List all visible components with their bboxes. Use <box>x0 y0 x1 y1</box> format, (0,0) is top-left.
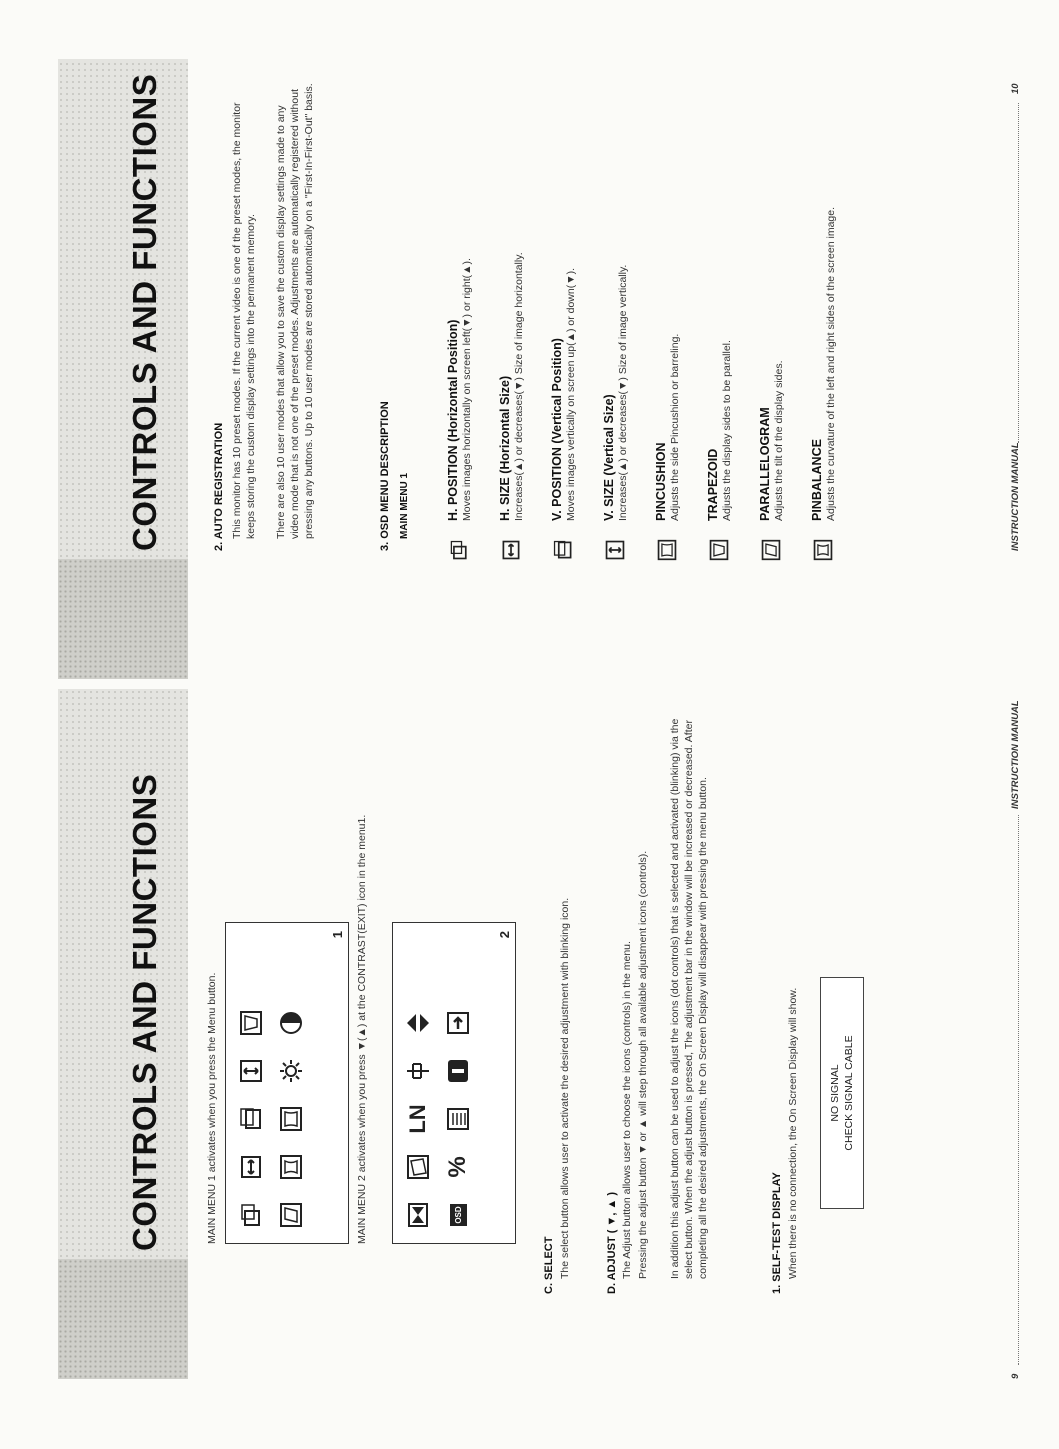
right-footer-dots <box>1018 103 1019 443</box>
osd-item-title: TRAPEZOID <box>706 448 720 521</box>
select-heading: C. SELECT <box>543 1236 555 1294</box>
adjust-text-3: In addition this adjust button can be used to adjust the icons (dot controls) that is selected and activated (blinking) via the select button. When the adjust button is pressed, The adjustment bar in the window will be increased or decreased. After completing all the desired adjustments, the On Screen Display will disappear with pressing the menu button. <box>669 718 709 1279</box>
linearity-text: LN <box>405 1104 430 1134</box>
recall-icon <box>441 1053 475 1089</box>
osd-label: OSD <box>450 1204 467 1225</box>
left-header-band <box>58 689 188 1379</box>
pinbalance-icon <box>274 1149 308 1185</box>
percent-label: % <box>444 1156 471 1178</box>
header-dot-block <box>58 559 188 679</box>
adjust-text-2: Pressing the adjust button ▼ or ▲ will step through all available adjustment icons (controls). <box>637 850 649 1279</box>
osd-item-title: V. SIZE (Vertical Size) <box>602 394 616 521</box>
h-position-icon <box>234 1197 268 1233</box>
pincushion-icon <box>274 1101 308 1137</box>
main-menu-1-box <box>225 922 349 1244</box>
percent-icon <box>441 1149 475 1185</box>
menu-2-number: 2 <box>497 931 512 939</box>
main-menu-2-box <box>392 922 516 1244</box>
up-down-arrows-icon <box>401 1005 435 1041</box>
v-size-icon <box>234 1053 268 1089</box>
main-menu-2-text: MAIN MENU 2 activates when you press ▼(▲) at the CONTRAST(EXIT) icon in the menu1. <box>356 814 368 1244</box>
rotation-icon <box>401 1149 435 1185</box>
no-signal-box <box>820 977 864 1209</box>
osd-item-desc: Adjusts the tilt of the display sides. <box>773 360 785 521</box>
adjust-text-1: The Adjust button allows user to choose the icons (controls) in the menu. <box>621 941 633 1279</box>
select-text: The select button allows user to activate the desired adjustment with blinking icon. <box>559 897 571 1279</box>
h-size-icon <box>500 539 522 561</box>
trapezoid-icon <box>234 1005 268 1041</box>
no-signal-line-2: CHECK SIGNAL CABLE <box>843 1035 855 1151</box>
right-footer: INSTRUCTION MANUAL <box>1010 442 1021 551</box>
osd-item-title: H. SIZE (Horizontal Size) <box>498 375 512 521</box>
contrast-icon <box>274 1005 308 1041</box>
exit-icon <box>441 1005 475 1041</box>
v-size-icon <box>604 539 626 561</box>
right-page-title: CONTROLS AND FUNCTIONS <box>126 73 163 551</box>
osd-item-desc: Increases(▲) or decreases(▼) Size of image horizontally. <box>513 252 525 521</box>
selftest-heading: 1. SELF-TEST DISPLAY <box>771 1172 783 1294</box>
right-page-number: 10 <box>1010 83 1021 94</box>
auto-registration-text-2: There are also 10 user modes that allow you to save the custom display settings made to any video mode that is not one of the preset modes. Adjustments are automatically registered without pressing any buttons. Up to 10 user modes are stored automatically on a "First-In-First-Out" basis. <box>275 83 315 539</box>
left-page-title: CONTROLS AND FUNCTIONS <box>126 773 163 1251</box>
parallelogram-icon <box>274 1197 308 1233</box>
osd-item-desc: Adjusts the display sides to be parallel. <box>721 340 733 521</box>
no-signal-line-1: NO SIGNAL <box>829 1064 841 1122</box>
osd-item-title: PINCUSHION <box>654 442 668 521</box>
osd-item-desc: Moves images horizontally on screen left(▼) or right(▲). <box>461 258 473 521</box>
auto-registration-text-1: This monitor has 10 preset modes. If the current video is one of the preset modes, the monitor keeps storing the custom display settings into the permanent memory. <box>231 102 257 539</box>
pincushion-icon <box>656 539 678 561</box>
osd-item-title: PARALLELOGRAM <box>758 407 772 521</box>
pinbalance-icon <box>812 539 834 561</box>
left-footer-dots <box>1018 815 1019 1365</box>
parallelogram-icon <box>760 539 782 561</box>
adjust-heading: D. ADJUST ( ▼, ▲ ) <box>606 1191 618 1294</box>
osd-icon <box>441 1197 475 1233</box>
osd-item-title: V. POSITION (Vertical Position) <box>550 338 564 521</box>
osd-menu-heading: 3. OSD MENU DESCRIPTION <box>379 401 391 551</box>
v-position-icon <box>234 1101 268 1137</box>
auto-registration-heading: 2. AUTO REGISTRATION <box>213 422 225 551</box>
degauss-icon <box>401 1197 435 1233</box>
h-position-icon <box>448 539 470 561</box>
color-temp-icon <box>401 1053 435 1089</box>
moire-icon <box>441 1101 475 1137</box>
header-dot-block <box>58 1259 188 1379</box>
osd-item-title: PINBALANCE <box>810 439 824 521</box>
trapezoid-icon <box>708 539 730 561</box>
osd-item-desc: Adjusts the curvature of the left and right sides of the screen image. <box>825 206 837 521</box>
osd-item-desc: Moves images vertically on screen up(▲) or down(▼). <box>565 267 577 521</box>
osd-item-desc: Adjusts the side Pincushion or barreling. <box>669 333 681 521</box>
left-page <box>0 689 1059 1379</box>
right-header-band <box>58 59 188 679</box>
osd-item-desc: Increases(▲) or decreases(▼) Size of image vertically. <box>617 264 629 521</box>
v-position-icon <box>552 539 574 561</box>
osd-item-title: H. POSITION (Horizontal Position) <box>446 319 460 521</box>
main-menu-1-text: MAIN MENU 1 activates when you press the Menu button. <box>206 972 218 1244</box>
left-footer: INSTRUCTION MANUAL <box>1010 700 1021 809</box>
brightness-icon <box>274 1053 308 1089</box>
right-page <box>0 59 1059 679</box>
selftest-text: When there is no connection, the On Screen Display will show. <box>787 987 799 1279</box>
main-menu-1-label: MAIN MENU 1 <box>399 472 410 539</box>
left-page-number: 9 <box>1010 1373 1021 1379</box>
h-size-icon <box>234 1149 268 1185</box>
menu-1-number: 1 <box>330 931 345 939</box>
